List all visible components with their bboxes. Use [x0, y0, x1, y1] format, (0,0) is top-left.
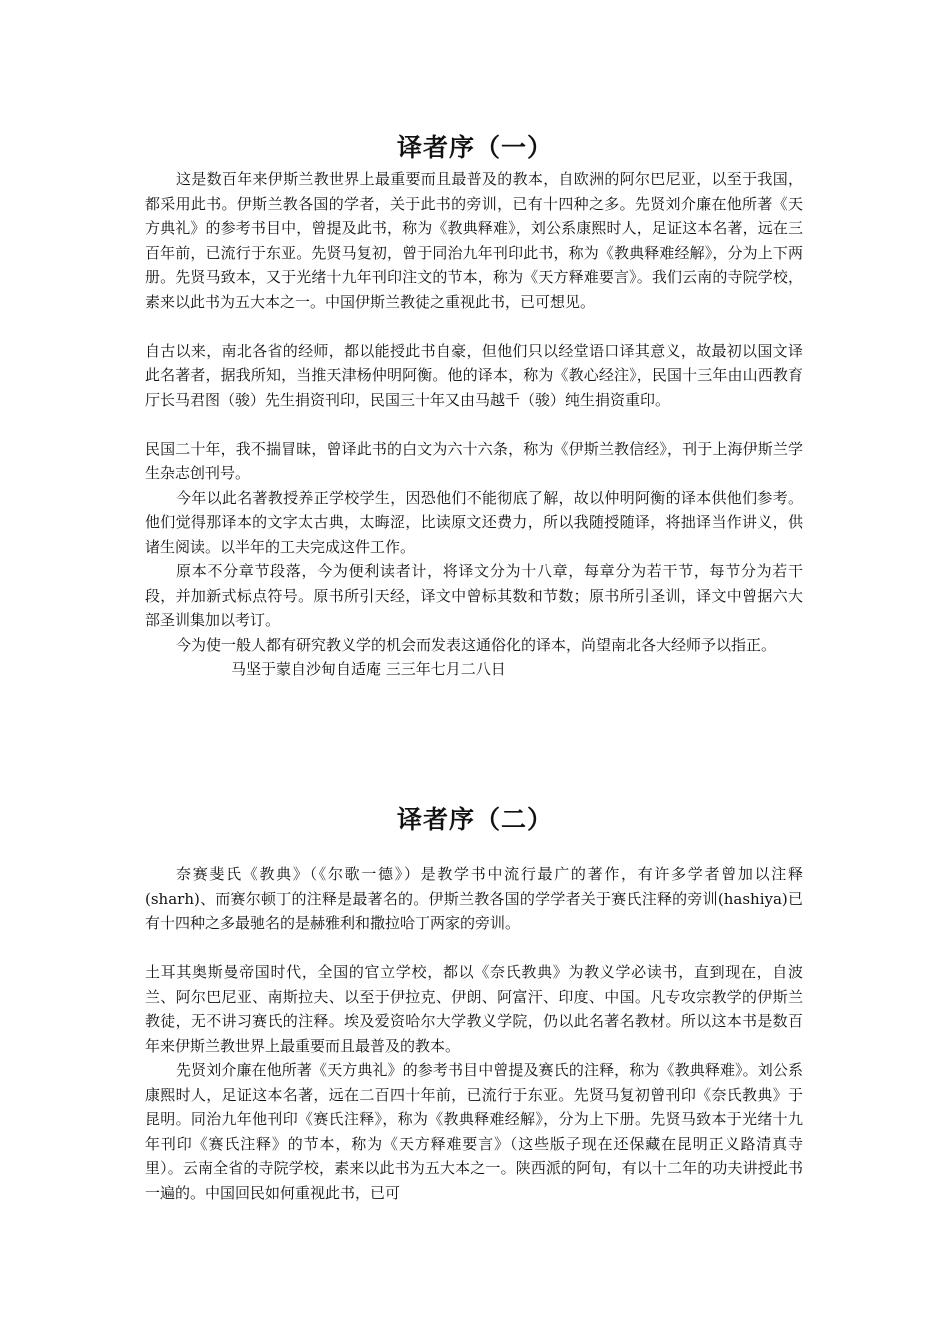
- preface-one-body: [145, 167, 803, 682]
- preface-one-paragraph-1: 这是数百年来伊斯兰教世界上最重要而且最普及的教本，自欧洲的阿尔巴尼亚，以至于我国，都采用此书。伊斯兰教各国的学者，关于此书的旁训，已有十四种之多。先贤刘介廉在他所著《天方典礼》的参考书目中，曾提及此书，称为《教典释难》，刘公系康熙时人，足证这本名著，远在三百年前，已流行于东亚。先贤马复初，曾于同治九年刊印此书，称为《教典释难经解》，分为上下两册。先贤马致本，又于光绪十九年刊印注文的节本，称为《天方释难要言》。我们云南的寺院学校，素来以此书为五大本之一。中国伊斯兰教徒之重视此书，已可想见。: [145, 170, 803, 311]
- preface-one-title: 译者序（一）: [396, 133, 553, 162]
- preface-one-paragraph-4: 今年以此名著教授养正学校学生，因恐他们不能彻底了解，故以仲明阿衡的译本供他们参考。他们觉得那译本的文字太古典，太晦涩，比读原文还费力，所以我随授随译，将拙译当作讲义，供诸生阅读。以半年的工夫完成这件工作。: [145, 488, 803, 556]
- preface-one-paragraph-3: 民国二十年，我不揣冒昧，曾译此书的白文为六十六条，称为《伊斯兰教信经》，刊于上海伊斯兰学生杂志创刊号。: [145, 439, 803, 482]
- preface-one-paragraph-5: 原本不分章节段落，今为便利读者计，将译文分为十八章，每章分为若干节，每节分为若干段，并加新式标点符号。原书所引天经，译文中曾标其数和节数；原书所引圣训，译文中曾据六大部圣训集加以考订。: [145, 562, 803, 629]
- preface-two-body: [145, 862, 803, 1205]
- preface-two-paragraph-1: 奈赛斐氏《教典》（《尔歌一德》）是教学书中流行最广的著作，有许多学者曾加以注释(sharh)、而赛尔顿丁的注释是最著名的。伊斯兰教各国的学学者关于赛氏注释的旁训(hashiya)已有十四种之多最驰名的是赫雅利和撒拉哈丁两家的旁训。: [145, 865, 803, 932]
- paragraph-spacer: [145, 412, 803, 437]
- preface-two-paragraph-3: 先贤刘介廉在他所著《天方典礼》的参考书目中曾提及赛氏的注释，称为《教典释难》。刘公系康熙时人，足证这本名著，远在二百四十年前，已流行于东亚。先贤马复初曾刊印《奈氏教典》于昆明。同治九年他刊印《赛氏注释》，称为《教典释难经解》，分为上下册。先贤马致本于光绪十九年刊印《赛氏注释》的节本，称为《天方释难要言》（这些版子现在还保藏在昆明正义路清真寺里）。云南全省的寺院学校，素来以此书为五大本之一。陕西派的阿旬，有以十二年的功夫讲授此书一遍的。中国回民如何重视此书，已可: [145, 1061, 803, 1202]
- preface-two-paragraph-2: 土耳其奥斯曼帝国时代，全国的官立学校，都以《奈氏教典》为教义学必读书，直到现在，自波兰、阿尔巴尼亚、南斯拉夫、以至于伊拉克、伊朗、阿富汗、印度、中国。凡专攻宗教学的伊斯兰教徒，无不讲习赛氏的注释。埃及爱资哈尔大学教义学院，仍以此名著名教材。所以这本书是数百年来伊斯兰教世界上最重要而且最普及的教本。: [145, 963, 803, 1055]
- preface-two-title: 译者序（二）: [396, 805, 553, 834]
- paragraph-spacer: [145, 314, 803, 339]
- paragraph-spacer: [145, 936, 803, 961]
- preface-one-paragraph-2: 自古以来，南北各省的经师，都以能授此书自豪，但他们只以经堂语口译其意义，故最初以国文译此名著者，据我所知，当推天津杨仲明阿衡。他的译本，称为《教心经注》，民国十三年由山西教育厅长马君图（骏）先生捐资刊印，民国三十年又由马越千（骏）纯生捐资重印。: [145, 341, 803, 409]
- translator-signature: 马坚于蒙自沙甸自适庵 三三年七月二八日: [231, 660, 506, 678]
- preface-one-paragraph-6: 今为使一般人都有研究教义学的机会而发表这通俗化的译本，尚望南北各大经师予以指正。: [176, 635, 777, 654]
